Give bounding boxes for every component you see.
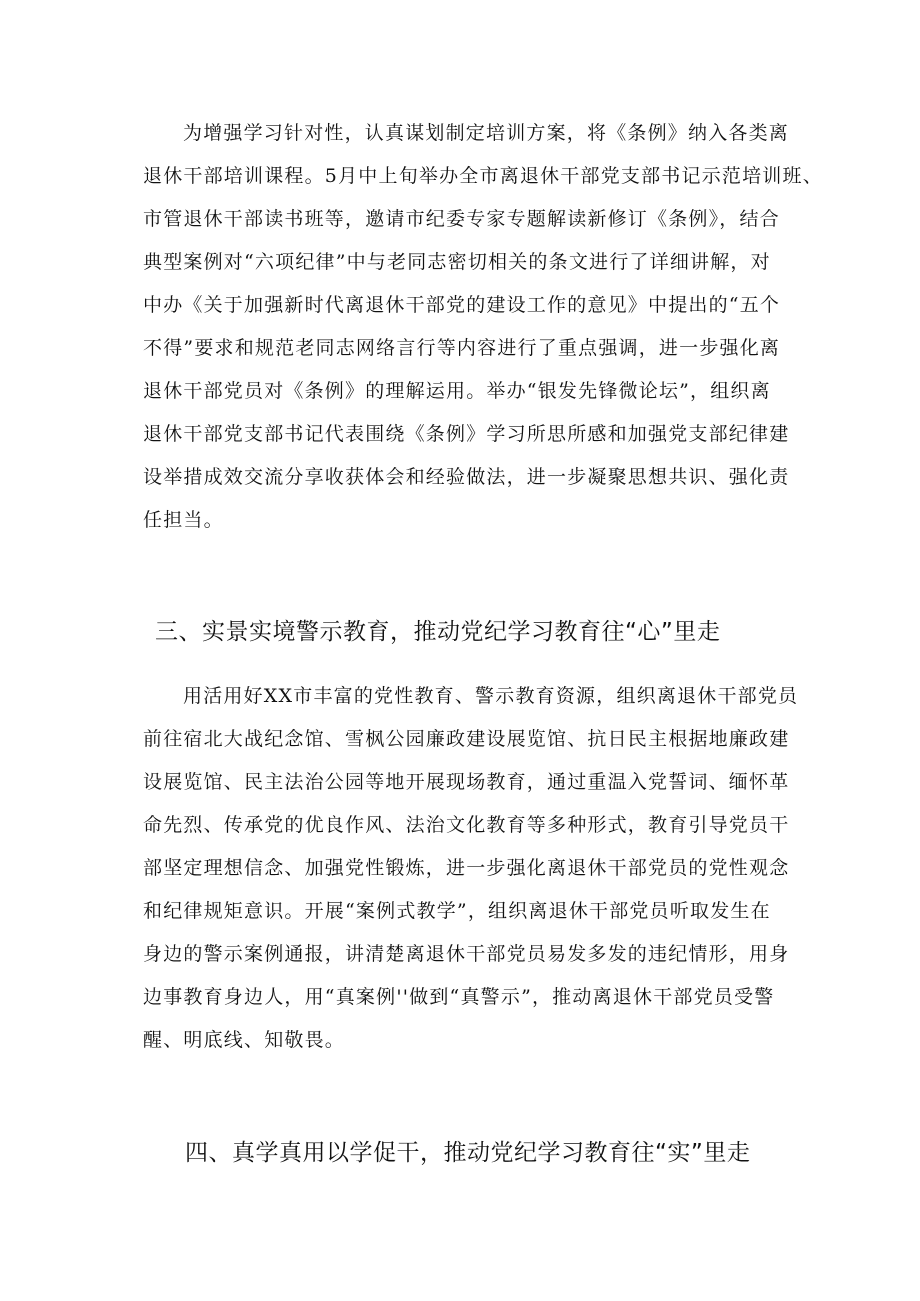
- paragraph-line: 设举措成效交流分享收获体会和经验做法，进一步凝聚思想共识、强化责: [143, 466, 790, 488]
- paragraph-line: 边事教育身边人，用“真案例''做到“真警示”，推动离退休干部党员受警: [143, 986, 775, 1008]
- paragraph-line: 中办《关于加强新时代离退休干部党的建设工作的意见》中提出的“五个: [143, 294, 781, 316]
- paragraph-line: 和纪律规矩意识。开展“案例式教学”，组织离退休干部党员听取发生在: [143, 900, 771, 922]
- paragraph-line: 命先烈、传承党的优良作风、法治文化教育等多种形式，教育引导党员干: [143, 814, 790, 836]
- paragraph-line: 设展览馆、民主法治公园等地开展现场教育，通过重温入党誓词、缅怀革: [143, 771, 790, 793]
- section-heading-3: 三、实景实境警示教育，推动党纪学习教育往“心”里走: [155, 619, 721, 645]
- paragraph-line: 部坚定理想信念、加强党性锻炼，进一步强化离退休干部党员的党性观念: [143, 857, 790, 879]
- paragraph-line: 身边的警示案例通报，讲清楚离退休干部党员易发多发的违纪情形，用身: [143, 943, 790, 965]
- paragraph-line: 不得”要求和规范老同志网络言行等内容进行了重点强调，进一步强化离: [143, 337, 781, 359]
- paragraph-line: 醒、明底线、知敬畏。: [143, 1029, 346, 1051]
- paragraph-line: 为增强学习针对性，认真谋划制定培训方案，将《条例》纳入各类离: [183, 122, 790, 144]
- section-heading-4: 四、真学真用以学促干，推动党纪学习教育往“实”里走: [185, 1140, 751, 1166]
- paragraph-line: 任担当。: [143, 509, 224, 531]
- paragraph-line: 典型案例对“六项纪律”中与老同志密切相关的条文进行了详细讲解，对: [143, 251, 771, 273]
- paragraph-line: 退休干部党支部书记代表围绕《条例》学习所思所感和加强党支部纪律建: [143, 423, 790, 445]
- paragraph-training-program: [143, 112, 823, 542]
- paragraph-line: 前往宿北大战纪念馆、雪枫公园廉政建设展览馆、抗日民主根据地廉政建: [143, 728, 790, 750]
- paragraph-line: 退休干部培训课程。5月中上旬举办全市离退休干部党支部书记示范培训班、: [143, 165, 823, 187]
- paragraph-line: 退休干部党员对《条例》的理解运用。举办“银发先锋微论坛”，组织离: [143, 380, 771, 402]
- paragraph-line: 用活用好XX市丰富的党性教育、警示教育资源，组织离退休干部党员: [183, 685, 799, 707]
- paragraph-warning-education: [143, 675, 799, 1062]
- paragraph-line: 市管退休干部读书班等，邀请市纪委专家专题解读新修订《条例》，结合: [143, 208, 780, 230]
